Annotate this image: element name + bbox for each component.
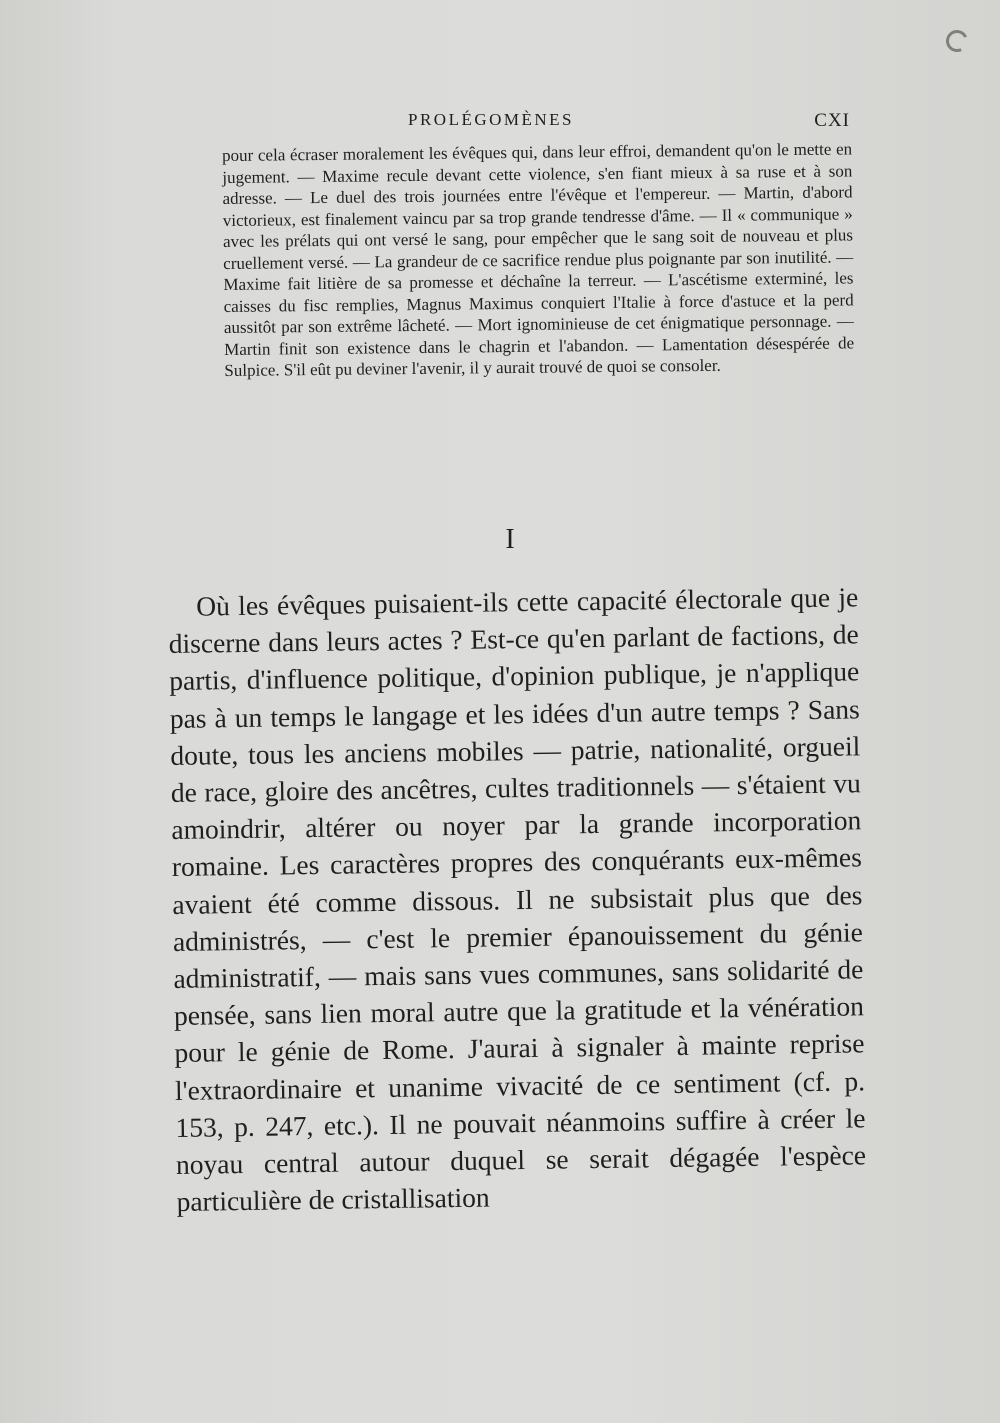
page-number: CXI	[814, 110, 850, 131]
page-header	[170, 110, 860, 140]
page-corner-mark	[943, 27, 971, 55]
running-title: PROLÉGOMÈNES	[408, 110, 575, 129]
body-paragraph: Où les évêques puisaient-ils cette capacité électorale que je discerne dans leurs actes ? Est-ce qu'en parlant de factions, de partis, d'influence politique, d'opinion publique, je n'applique pas à un temps le langage et les idées d'un autre temps ? Sans doute, tous les anciens mobiles — patrie, nationalité, orgueil de race, gloire des ancêtres, cultes traditionnels — s'étaient vu amoindrir, altérer ou noyer par la grande incorporation romaine. Les caractères propres des conquérants eux-mêmes avaient été comme dissous. Il ne subsistait plus que des administrés, — c'est le premier épanouissement du génie administratif, — mais sans vues communes, sans solidarité de pensée, sans lien moral autre que la gratitude et la vénération pour le génie de Rome. J'aurai à signaler à mainte reprise l'extraordinaire et unanime vivacité de ce sentiment (cf. p. 153, p. 247, etc.). Il ne pouvait néanmoins suffire à créer le noyau central autour duquel se serait dégagée l'espèce particulière de cristallisation	[168, 581, 867, 1218]
section-number: I	[505, 524, 515, 555]
chapter-summary: pour cela écraser moralement les évêques qui, dans leur effroi, demandent qu'on le mette en jugement. — Maxime recule devant cette violence, s'en fiant mieux à sa ruse et à son adresse. — Le duel des trois journées entre l'évêque et l'empereur. — Martin, d'abord victorieux, est finalement vaincu par sa trop grande tendresse d'âme. — Il « communique » avec les prélats qui ont versé le sang, pour empêcher que le sang soit de nouveau et plus cruellement versé. — La grandeur de ce sacrifice rendue plus poignante par son inutilité. — Maxime fait litière de sa promesse et déchaîne la terreur. — L'ascétisme exterminé, les caisses du fisc remplies, Magnus Maximus conquiert l'Italie à force d'astuce et la perd aussitôt par son extrême lâcheté. — Mort ignominieuse de cet énigmatique personnage. — Martin finit son existence dans le chagrin et l'abandon. — Lamentation désespérée de Sulpice. S'il eût pu deviner l'avenir, il y aurait trouvé de quoi se consoler.	[222, 139, 855, 380]
